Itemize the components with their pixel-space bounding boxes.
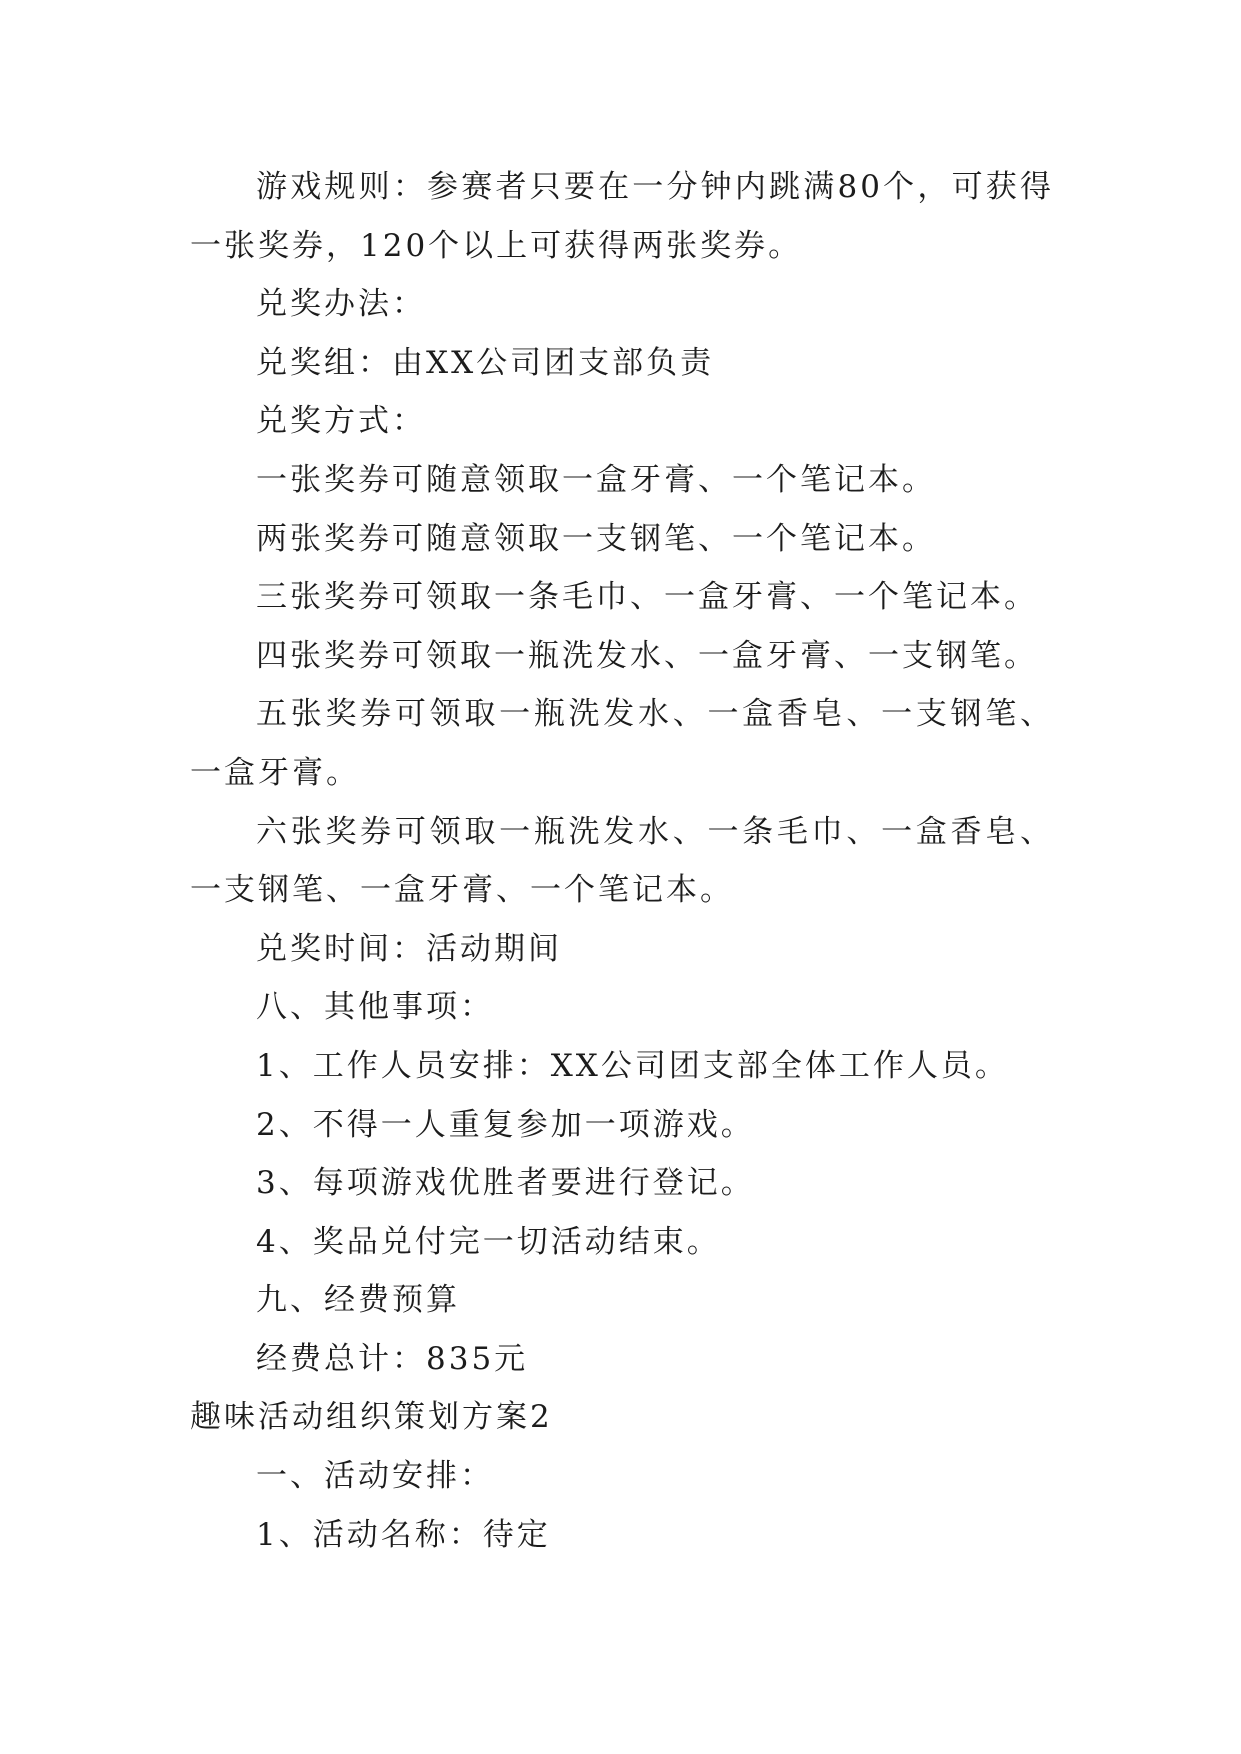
document-body (190, 158, 1054, 1564)
paragraph-one-ticket: 一张奖券可随意领取一盒牙膏、一个笔记本。 (256, 461, 936, 498)
paragraph-redeem-method: 兑奖办法： (256, 286, 426, 323)
paragraph-redeem-group: 兑奖组：由XX公司团支部负责 (256, 344, 715, 381)
paragraph-two-tickets: 两张奖券可随意领取一支钢笔、一个笔记本。 (256, 520, 936, 557)
paragraph-redeem-time: 兑奖时间：活动期间 (256, 930, 562, 967)
list-item-no-repeat: 2、不得一人重复参加一项游戏。 (256, 1106, 755, 1143)
paragraph-three-tickets: 三张奖券可领取一条毛巾、一盒牙膏、一个笔记本。 (256, 579, 1038, 616)
section-heading-other-matters: 八、其他事项： (256, 989, 494, 1026)
document-title-plan-2: 趣味活动组织策划方案2 (190, 1399, 553, 1436)
paragraph-redeem-way: 兑奖方式： (256, 403, 426, 440)
paragraph-four-tickets: 四张奖券可领取一瓶洗发水、一盒牙膏、一支钢笔。 (256, 637, 1038, 674)
paragraph-six-tickets: 六张奖券可领取一瓶洗发水、一条毛巾、一盒香皂、一支钢笔、一盒牙膏、一个笔记本。 (190, 813, 1054, 909)
paragraph-five-tickets: 五张奖券可领取一瓶洗发水、一盒香皂、一支钢笔、一盒牙膏。 (190, 696, 1054, 791)
section-heading-budget: 九、经费预算 (256, 1282, 460, 1319)
paragraph-budget-total: 经费总计：835元 (256, 1340, 529, 1377)
list-item-activity-end: 4、奖品兑付完一切活动结束。 (256, 1223, 721, 1260)
list-item-register-winners: 3、每项游戏优胜者要进行登记。 (256, 1165, 755, 1202)
list-item-activity-name: 1、活动名称：待定 (256, 1516, 551, 1553)
paragraph-game-rules: 游戏规则：参赛者只要在一分钟内跳满80个，可获得一张奖券，120个以上可获得两张奖券。 (190, 169, 1054, 264)
section-heading-activity-arrangement: 一、活动安排： (256, 1458, 494, 1495)
list-item-staff: 1、工作人员安排：XX公司团支部全体工作人员。 (256, 1047, 1009, 1084)
